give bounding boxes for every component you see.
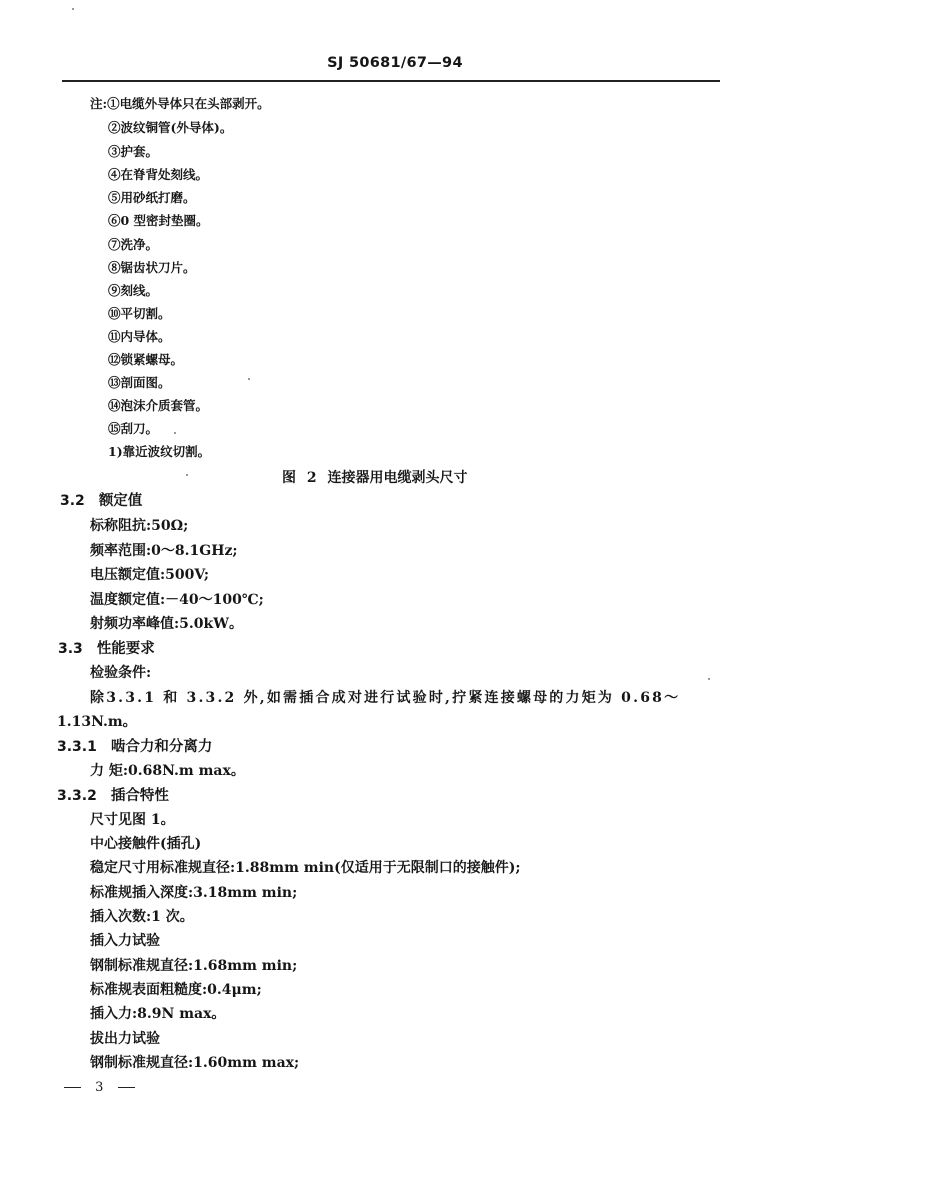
document-code: SJ 50681/67—94 (327, 55, 463, 71)
note-item: ②波纹铜管(外导体)。 (108, 120, 233, 135)
paragraph: 插入力:8.9N max。 (90, 1006, 226, 1022)
paragraph: 力 矩:0.68N.m max。 (90, 763, 245, 779)
note-item: ⑧锯齿状刀片。 (108, 260, 196, 275)
scan-speck (248, 378, 250, 380)
paragraph: 射频功率峰值:5.0kW。 (90, 616, 243, 632)
page-number (64, 1080, 135, 1095)
note-item: ⑮刮刀。 (108, 421, 159, 436)
note-item: ⑬剖面图。 (108, 375, 171, 390)
paragraph: 检验条件: (90, 665, 152, 681)
note-item: ⑫锁紧螺母。 (108, 352, 184, 367)
paragraph: 标准规插入深度:3.18mm min; (90, 885, 298, 901)
paragraph: 除3.3.1 和 3.3.2 外,如需插合成对进行试验时,拧紧连接螺母的力矩为 0.68～ (90, 690, 681, 706)
paragraph: 温度额定值:－40～100℃; (90, 592, 264, 608)
note-item: ⑨刻线。 (108, 283, 159, 298)
paragraph: 标称阻抗:50Ω; (90, 518, 189, 534)
section-heading-3-3-2 (57, 787, 169, 805)
scan-speck (708, 678, 710, 680)
note-item: ⑦洗净。 (108, 237, 159, 252)
paragraph: 插入次数:1 次。 (90, 909, 194, 925)
paragraph: 钢制标准规直径:1.68mm min; (90, 958, 298, 974)
note-item: ⑩平切割。 (108, 306, 171, 321)
dash-right (118, 1087, 135, 1088)
scan-speck (174, 432, 176, 434)
dash-left (64, 1087, 81, 1088)
paragraph: 插入力试验 (90, 933, 160, 949)
note-item: ④在脊背处刻线。 (108, 167, 209, 182)
paragraph: 频率范围:0～8.1GHz; (90, 543, 238, 559)
paragraph: 稳定尺寸用标准规直径:1.88mm min(仅适用于无限制口的接触件); (90, 860, 521, 876)
note-item: 注:①电缆外导体只在头部剥开。 (90, 96, 270, 111)
section-number: 3.3.2 (57, 788, 97, 804)
figure-caption: 图 2 连接器用电缆剥头尺寸 (282, 470, 468, 486)
section-number: 3.2 (60, 493, 85, 509)
note-item: ⑤用砂纸打磨。 (108, 190, 196, 205)
section-title: 额定值 (98, 492, 143, 509)
paragraph: 钢制标准规直径:1.60mm max; (90, 1055, 300, 1071)
note-item: ⑪内导体。 (108, 329, 171, 344)
paragraph: 尺寸见图 1。 (90, 812, 175, 828)
scan-speck (72, 8, 74, 10)
section-heading-3-2 (60, 492, 142, 510)
header-rule (62, 80, 720, 82)
page-number-value: 3 (95, 1080, 104, 1095)
paragraph: 标准规表面粗糙度:0.4μm; (90, 982, 262, 998)
section-title: 插合特性 (110, 787, 169, 804)
paragraph: 中心接触件(插孔) (90, 836, 202, 852)
section-number: 3.3 (58, 641, 83, 657)
section-title: 啮合力和分离力 (110, 738, 213, 755)
section-number: 3.3.1 (57, 739, 97, 755)
paragraph: 电压额定值:500V; (90, 567, 210, 583)
note-item: ⑥0 型密封垫圈。 (108, 213, 209, 228)
section-title: 性能要求 (96, 640, 155, 657)
note-item: 1)靠近波纹切割。 (108, 444, 211, 459)
scan-speck (186, 474, 188, 476)
section-heading-3-3 (58, 640, 155, 658)
paragraph: 拔出力试验 (90, 1031, 160, 1047)
paragraph: 1.13N.m。 (57, 714, 137, 730)
section-heading-3-3-1 (57, 738, 212, 756)
note-item: ⑭泡沫介质套管。 (108, 398, 209, 413)
note-item: ③护套。 (108, 144, 159, 159)
